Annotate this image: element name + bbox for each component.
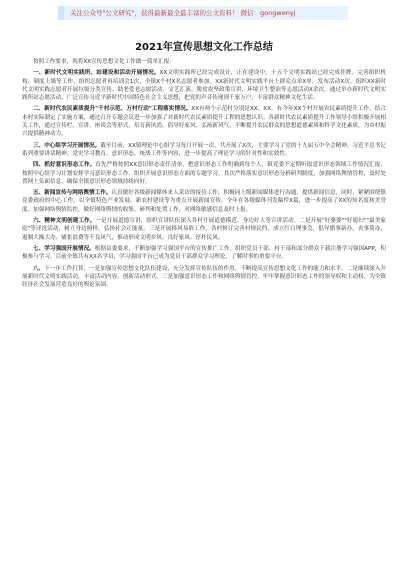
section-heading: 八、: [33, 265, 45, 272]
section-heading: 四、抓好意识形态工作。: [33, 162, 96, 169]
section-heading: 三、中心组学习开展情况。: [33, 142, 101, 149]
section-body: 首先严格按照XX意识形态责任清单，把意识形态工作明确到每个人，镇党委不定期听取意识形态领域工作情况汇报，按照中心组学习计划安排学习意识形态工作，组织开展意识形态方面的专题学习。其次严格落实意识形态分析研判制度，加强网络舆情管控，及时处置网上负面信息，确保全镇意识形态领域持续向好。: [22, 162, 386, 185]
section-heading: 二、新时代农民素质提升"千村示范、万村行动"工程落实情况。: [33, 106, 192, 113]
section-paragraph: [22, 105, 386, 138]
document-title: 2021年宣传思想文化工作总结: [135, 42, 273, 53]
section-body: 根据县委要求，不断加强学习强国平台的宣传推广工作，组织党员干部、村干部和部分群众下载注册学习强国APP，积极参与学习，目前全镇共有XX名学员，学习强国平台已成为党员干部群众学习理论、了解时事的重要平台。: [22, 245, 386, 261]
section-heading: 五、新闻宣传与网络舆情工作。: [33, 190, 112, 197]
section-heading: 一、新时代文明实践所、站建设和活动开展情况。: [33, 70, 160, 77]
document-body: [22, 58, 386, 576]
section-paragraph: [22, 245, 386, 262]
promo-banner-text: 关注公众号"公文研究"，获得最新最全最丰富的公文资料！ 微信：gongwenyj: [70, 9, 296, 17]
section-body: 截至目前，XX镇理论中心组学习每月开展一次，共开展了X次，主要学习了党的十九届五中全会精神、习近平总书记系列重要讲话精神、党史学习教育、意识形态、统战工作等内容，进一步提高了理论学习的针对性和实效性。: [22, 142, 386, 157]
section-body: XX有两个示范村分别是XX、XX。有今年XX个村开展农民素质提升工作，结合本村实际制定了实施方案，通过召开专题会议进一步加强了对新时代农民素质提升工程的思想认识。各新时代农民素质提升工作领导小组积极开展相关工作，通过宣传栏、宣讲、座谈会等形式，培育新风尚、倡导好家风、弘扬新风气，不断提升农民群众的思想道德素质和科学文化素质，为乡村振兴提供精神动力。: [22, 106, 386, 138]
section-paragraph: [22, 161, 386, 186]
section-paragraph: [22, 265, 386, 290]
promo-banner: [58, 6, 348, 20]
section-paragraph: [22, 189, 386, 214]
intro-text: 按照工作要求，现将XX宣传思想文化工作做一简单汇报：: [33, 59, 175, 65]
section-body: 下一步工作打算，一是加强宣传思想文化队伍建设，充分发挥宣传队伍的作用，不断提高宣传思想文化工作的能力和水平。二是继续深入开展新时代文明实践活动，丰富活动内容，创新活动形式。三是加强意识形态工作和网络舆情管控，牢牢掌握意识形态工作的领导权和主动权，为全镇经济社会发展营造良好的舆论氛围。: [22, 265, 386, 289]
section-body: XX文明实践所已经完成设计，正在建设中。十五个文明实践站已经完成挂牌。完善组织机构、制度上墙等工作。组织志愿者再培训会1次，全镇X个村X名志愿者参加。XX新时代文明实践平台上群众点单X单，发布活动X次。组织XX新时代文明实践志愿者开展垃圾分类宣传、助老爱老志愿活动、文艺汇演、脱贫攻坚政策宣讲、环境卫生整治等志愿活动X余次。通过举办新时代文明实践所站志愿活动，广泛宣传习近平新时代中国特色社会主义思想，把党的声音传递到千家万户，丰富群众精神文化生活。: [22, 70, 386, 102]
section-paragraph: [22, 142, 386, 159]
section-body: 认真做好各级新闻媒体来人采访的接待工作，积极同上级新闻媒体进行沟通，提供新闻信息，同时，紧紧围绕镇党委政府的中心工作，以全镇特色产业发展、新农村建设等为重点开展新闻宣传，全年在各级媒体刊发稿件X篇，进一步提高了XX的知名度和美誉度。加强网络舆情监控，做好网络舆情的收集、研判和处置工作，对网络敏感信息及时上报。: [22, 190, 386, 213]
section-heading: 七、学习强国开展情况。: [33, 245, 95, 252]
intro-paragraph: [22, 58, 386, 66]
section-body: 一是开展道德宣讲，组织宣讲队伍深入各村开展道德模范、身边好人等宣讲活动。二是开展"好婆婆""好媳妇""最美家庭"等评选活动，树立身边榜样，弘扬社会正能量。三是开展移风易俗工作，各村修订完善村规民约，成立红白理事会，倡导婚事新办、丧事简办，遏制大操大办、铺张浪费等不良风气，推动形成文明乡风、良好家风、淳朴民风。: [22, 218, 386, 241]
section-paragraph: [22, 69, 386, 102]
section-paragraph: [22, 217, 386, 242]
section-heading: 六、精神文明创建工作。: [33, 218, 96, 225]
